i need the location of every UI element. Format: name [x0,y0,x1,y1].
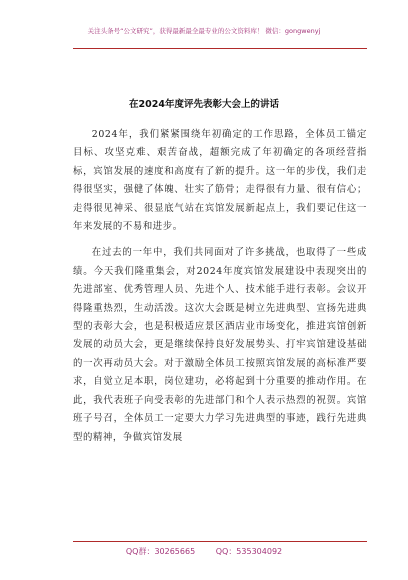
qq-number: QQ：535304092 [215,547,283,556]
footer-rule [73,541,367,542]
paragraph-2: 在过去的一年中，我们共同面对了许多挑战，也取得了一些成绩。今天我们隆重集会，对2024年度宾馆发展建设中表现突出的先进部室、优秀管理人员、先进个人、技术能手进行表彰。会议开得隆重热烈，生动活泼。这次大会既是树立先进典型、宣扬先进典型的表彰大会，也是积极适应景区酒店业市场变化，推进宾馆创新发展的动员大会，更是继续保持良好发展势头、打牢宾馆建设基础的一次再动员大会。对于激励全体员工按照宾馆发展的高标准严要求，自觉立足本职，岗位建功，必将起到十分重要的推动作用。在此，我代表班子向受表彰的先进部门和个人表示热烈的祝贺。宾馆班子号召，全体员工一定要大力学习先进典型的事迹，践行先进典型的精神，争做宾馆发展 [73,247,367,443]
contact-footer [0,546,408,557]
document-title: 在2024年度评先表彰大会上的讲话 [129,99,279,110]
promo-header: 关注头条号“公文研究”，获得最新最全最专业的公文资料库！ 微信：gongwenyj [87,27,321,35]
document-body [73,126,367,447]
qq-group-number: QQ群：30265665 [125,547,196,556]
paragraph-1: 2024年，我们紧紧围绕年初确定的工作思路，全体员工锚定目标、攻坚克难、艰苦奋战，超额完成了年初确定的各项经营指标，宾馆发展的速度和高度有了新的提升。这一年的步伐，我们走得很坚实，强健了体魄、壮实了筋骨；走得很有力量、很有信心；走得很见神采、很显底气站在宾馆发展新起点上，我们要记住这一年来发展的不易和进步。 [73,129,367,233]
header-rule [73,48,367,49]
